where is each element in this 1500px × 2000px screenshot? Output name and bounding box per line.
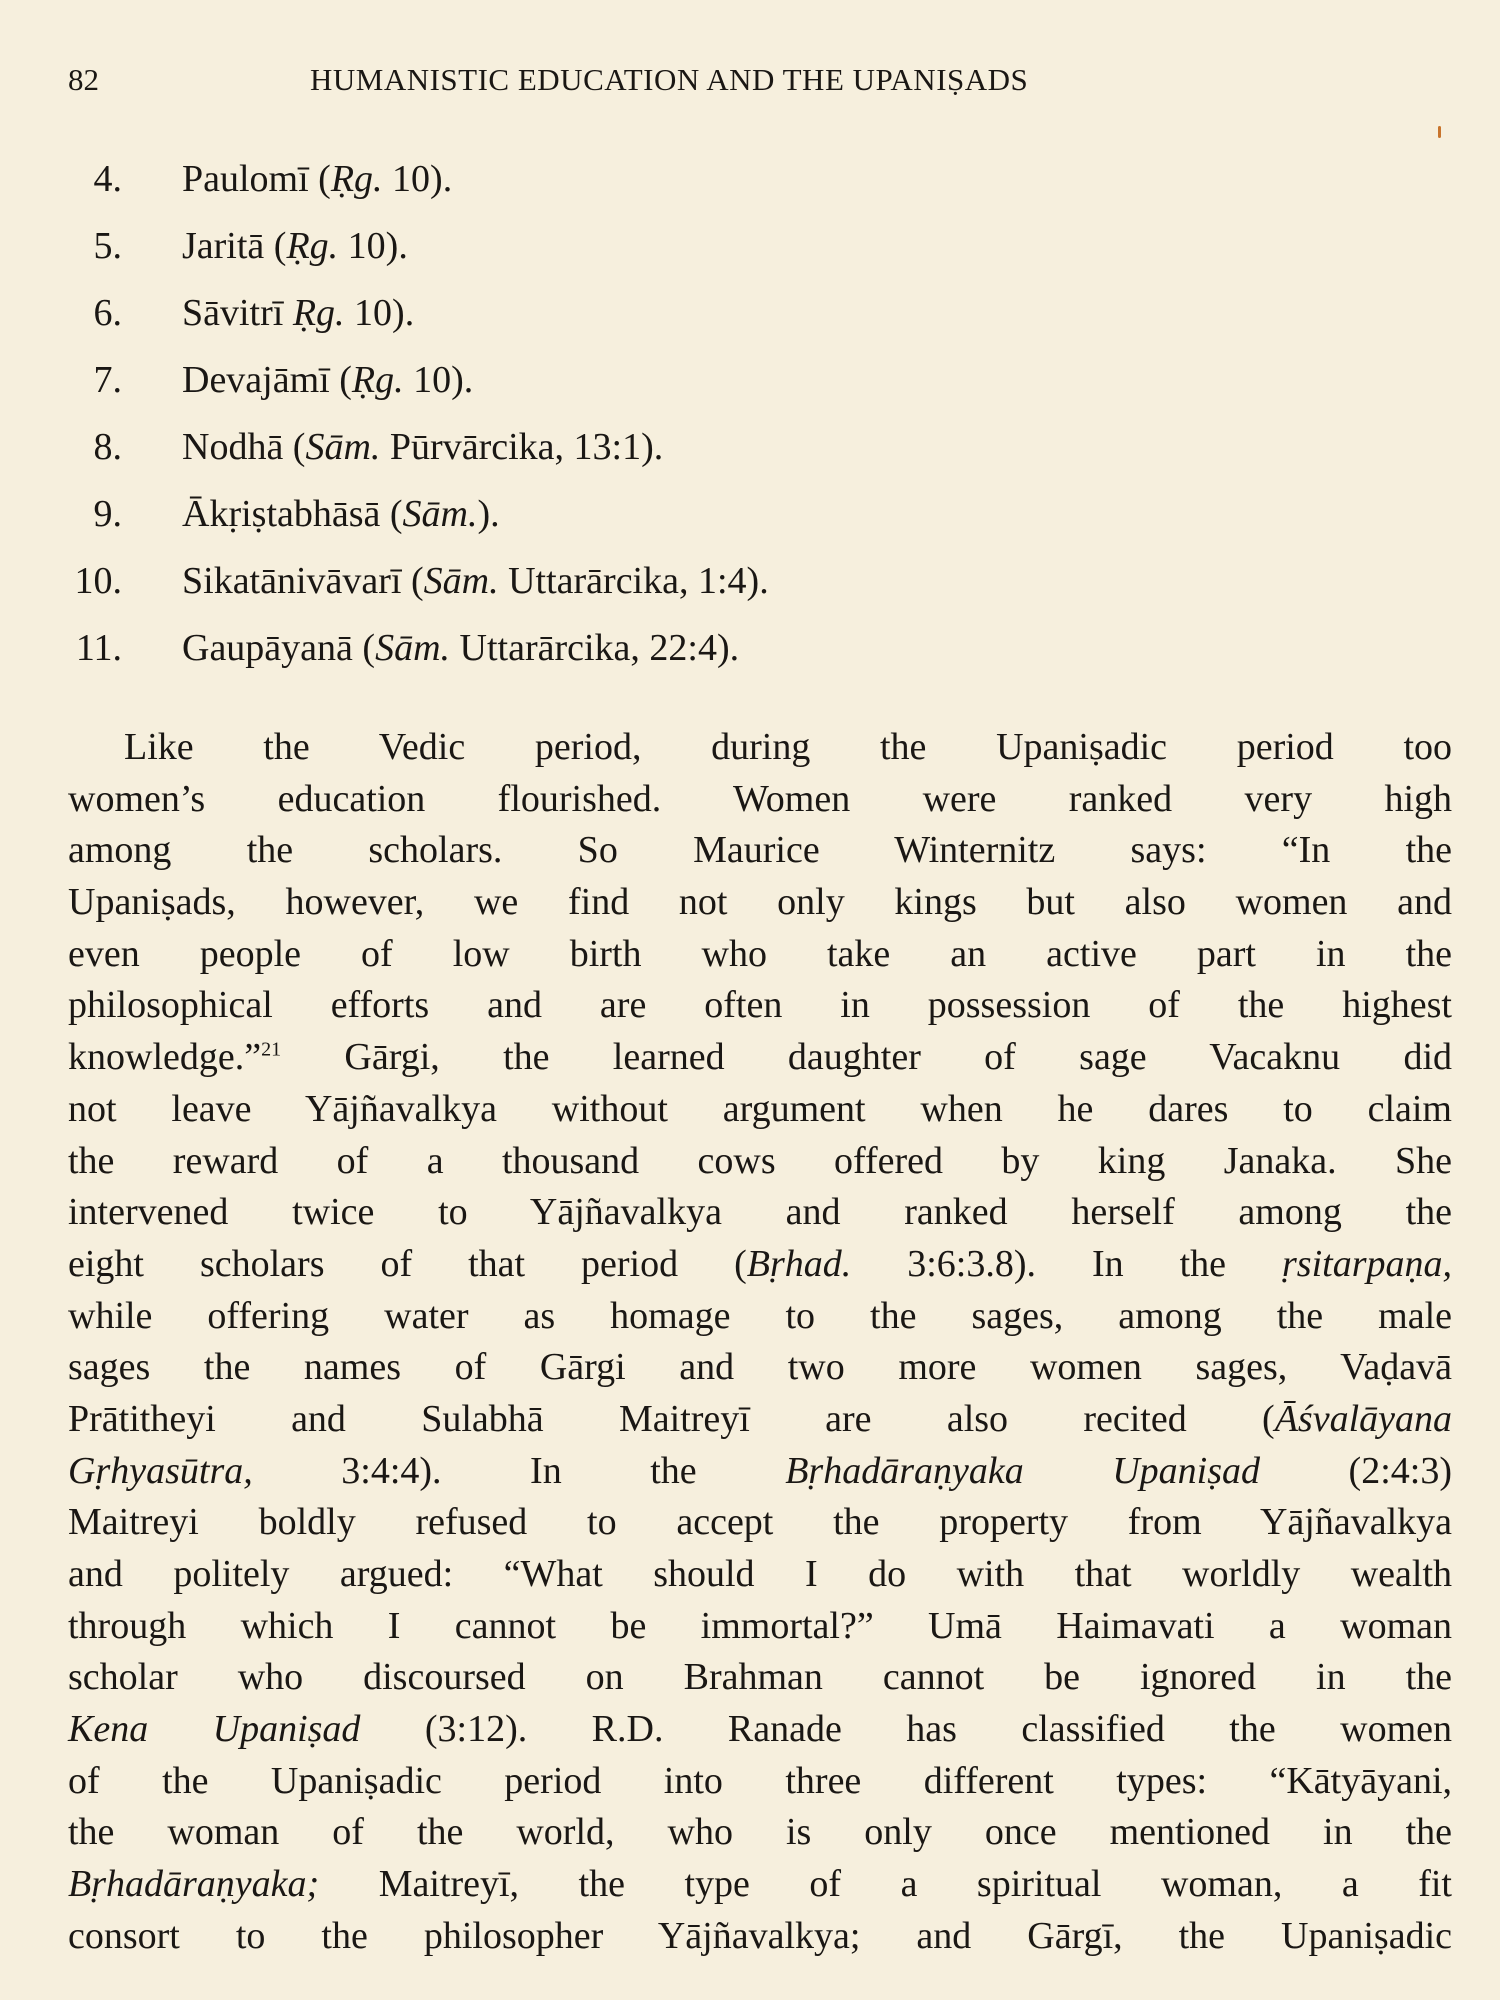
text-segment: 10). xyxy=(338,225,408,267)
text-segment: Devajāmī ( xyxy=(182,359,352,401)
text-line xyxy=(68,1239,1452,1291)
body-paragraph xyxy=(68,722,1452,1963)
italic-text: Ṛg. xyxy=(292,292,345,334)
text-line xyxy=(68,1342,1452,1394)
list-text xyxy=(182,626,739,670)
text-segment: the woman of the world, who is only once mentioned in the xyxy=(68,1811,1452,1854)
text-line xyxy=(68,825,1452,877)
italic-text: Sām. xyxy=(423,560,499,602)
text-line xyxy=(68,1291,1452,1343)
text-line xyxy=(68,1652,1452,1704)
italic-text: Bṛhad. xyxy=(746,1242,852,1285)
text-segment: 10). xyxy=(382,158,453,200)
list-text xyxy=(182,358,473,402)
text-segment: of the Upaniṣadic period into three different types: “Kātyāyani, xyxy=(68,1759,1452,1802)
text-line xyxy=(68,1136,1452,1188)
text-line xyxy=(68,1394,1452,1446)
list-number: 9. xyxy=(93,493,122,535)
text-segment: philosophical efforts and are often in possession of the highest xyxy=(68,984,1452,1027)
text-line xyxy=(68,929,1452,981)
text-segment: 10). xyxy=(344,292,415,334)
list-item xyxy=(64,358,1164,425)
italic-text: Sām. xyxy=(402,493,478,535)
text-segment: women’s education flourished. Women were ranked very high xyxy=(68,777,1452,820)
text-segment: Maitreyī, the type of a spiritual woman, a fit xyxy=(319,1863,1452,1906)
page-number: 82 xyxy=(68,62,99,97)
text-segment: not leave Yājñavalkya without argument when he dares to claim xyxy=(68,1087,1452,1130)
text-line xyxy=(68,877,1452,929)
text-line xyxy=(68,1084,1452,1136)
list-item xyxy=(64,157,1164,224)
text-line xyxy=(68,1446,1452,1498)
text-line xyxy=(68,980,1452,1032)
text-line xyxy=(68,1911,1452,1963)
text-segment: Gaupāyanā ( xyxy=(182,627,376,669)
list-text xyxy=(182,425,663,469)
text-segment: consort to the philosopher Yājñavalkya; and Gārgī, the Upaniṣadic xyxy=(68,1914,1452,1957)
list-item xyxy=(64,291,1164,358)
list-number: 8. xyxy=(93,426,122,468)
list-item xyxy=(64,224,1164,291)
text-line xyxy=(68,1549,1452,1601)
text-segment: Gārgi, the learned daughter of sage Vacaknu did xyxy=(281,1036,1452,1079)
text-segment: (2:4:3) xyxy=(1260,1449,1452,1492)
text-line xyxy=(68,1497,1452,1549)
text-segment: the reward of a thousand cows offered by king Janaka. She xyxy=(68,1139,1452,1182)
text-line xyxy=(68,774,1452,826)
text-segment: Sikatānivāvarī ( xyxy=(182,560,424,602)
text-segment: knowledge.” xyxy=(68,1036,262,1079)
text-line xyxy=(68,1756,1452,1808)
text-segment: Uttarārcika, 1:4). xyxy=(498,560,769,602)
italic-text: Sām. xyxy=(375,627,451,669)
italic-text: Bṛhadāraṇyaka Upaniṣad xyxy=(785,1449,1261,1492)
women-seers-list xyxy=(64,157,1164,693)
text-line xyxy=(68,1601,1452,1653)
list-number: 11. xyxy=(75,627,122,669)
text-segment: while offering water as homage to the sages, among the male xyxy=(68,1294,1452,1337)
text-line xyxy=(68,1032,1452,1084)
text-line xyxy=(68,1807,1452,1859)
list-text xyxy=(182,291,414,335)
list-item xyxy=(64,559,1164,626)
text-segment: Prātitheyi and Sulabhā Maitreyī are also recited ( xyxy=(68,1397,1275,1440)
text-segment: 3:4:4). In the xyxy=(252,1449,786,1492)
text-segment: even people of low birth who take an active part in the xyxy=(68,932,1452,975)
text-segment: ). xyxy=(477,493,500,535)
italic-text: Ṛg. xyxy=(351,359,404,401)
text-segment: scholar who discoursed on Brahman cannot be ignored in the xyxy=(68,1656,1452,1699)
text-segment: Paulomī ( xyxy=(182,158,331,200)
text-segment: intervened twice to Yājñavalkya and ranked herself among the xyxy=(68,1191,1452,1234)
list-item xyxy=(64,425,1164,492)
text-segment: among the scholars. So Maurice Winternitz says: “In the xyxy=(68,829,1452,872)
text-segment: Jaritā ( xyxy=(182,225,287,267)
text-line xyxy=(68,722,1452,774)
text-segment: 3:6:3.8). In the xyxy=(851,1242,1283,1285)
italic-text: Sām. xyxy=(305,426,381,468)
list-text xyxy=(182,224,408,268)
text-segment: Pūrvārcika, 13:1). xyxy=(380,426,664,468)
italic-text: Bṛhadāraṇyaka; xyxy=(68,1863,320,1906)
text-segment: Like the Vedic period, during the Upaniṣadic period too xyxy=(124,726,1452,768)
text-segment: Sāvitrī xyxy=(182,292,293,334)
list-number: 6. xyxy=(93,292,122,334)
text-segment: Uttarārcika, 22:4). xyxy=(450,627,740,669)
text-line xyxy=(68,1859,1452,1911)
text-segment: Maitreyi boldly refused to accept the property from Yājñavalkya xyxy=(68,1501,1452,1544)
text-segment: Upaniṣads, however, we find not only kings but also women and xyxy=(68,881,1452,924)
text-line xyxy=(68,1704,1452,1756)
text-line xyxy=(68,1187,1452,1239)
italic-text: Āśvalāyana xyxy=(1274,1397,1452,1440)
list-number: 10. xyxy=(74,560,122,602)
text-segment: Ākṛiṣtabhāsā ( xyxy=(182,493,403,535)
list-number: 5. xyxy=(93,225,122,267)
italic-text: ṛsitarpaṇa, xyxy=(1282,1242,1452,1285)
text-segment: Nodhā ( xyxy=(182,426,306,468)
text-segment: through which I cannot be immortal?” Umā Haimavati a woman xyxy=(68,1604,1452,1647)
italic-text: Ṛg. xyxy=(286,225,339,267)
running-title: HUMANISTIC EDUCATION AND THE UPANIṢADS xyxy=(310,62,1029,97)
text-segment: eight scholars of that period ( xyxy=(68,1242,747,1285)
text-segment: 10). xyxy=(403,359,474,401)
text-segment: and politely argued: “What should I do with that worldly wealth xyxy=(68,1553,1452,1595)
text-segment: sages the names of Gārgi and two more women sages, Vaḍavā xyxy=(68,1346,1452,1389)
list-number: 7. xyxy=(93,359,122,401)
list-text xyxy=(182,157,452,201)
ink-mark xyxy=(1438,126,1441,138)
list-number: 4. xyxy=(93,158,122,200)
italic-text: Ṛg. xyxy=(330,158,383,200)
italic-text: Kena Upaniṣad xyxy=(68,1708,361,1751)
list-item xyxy=(64,492,1164,559)
text-segment: (3:12). R.D. Ranade has classified the women xyxy=(360,1708,1453,1751)
italic-text: Gṛhyasūtra, xyxy=(68,1449,253,1492)
list-text xyxy=(182,492,500,536)
list-item xyxy=(64,626,1164,693)
list-text xyxy=(182,559,769,603)
footnote-ref[interactable]: 21 xyxy=(261,1038,282,1061)
